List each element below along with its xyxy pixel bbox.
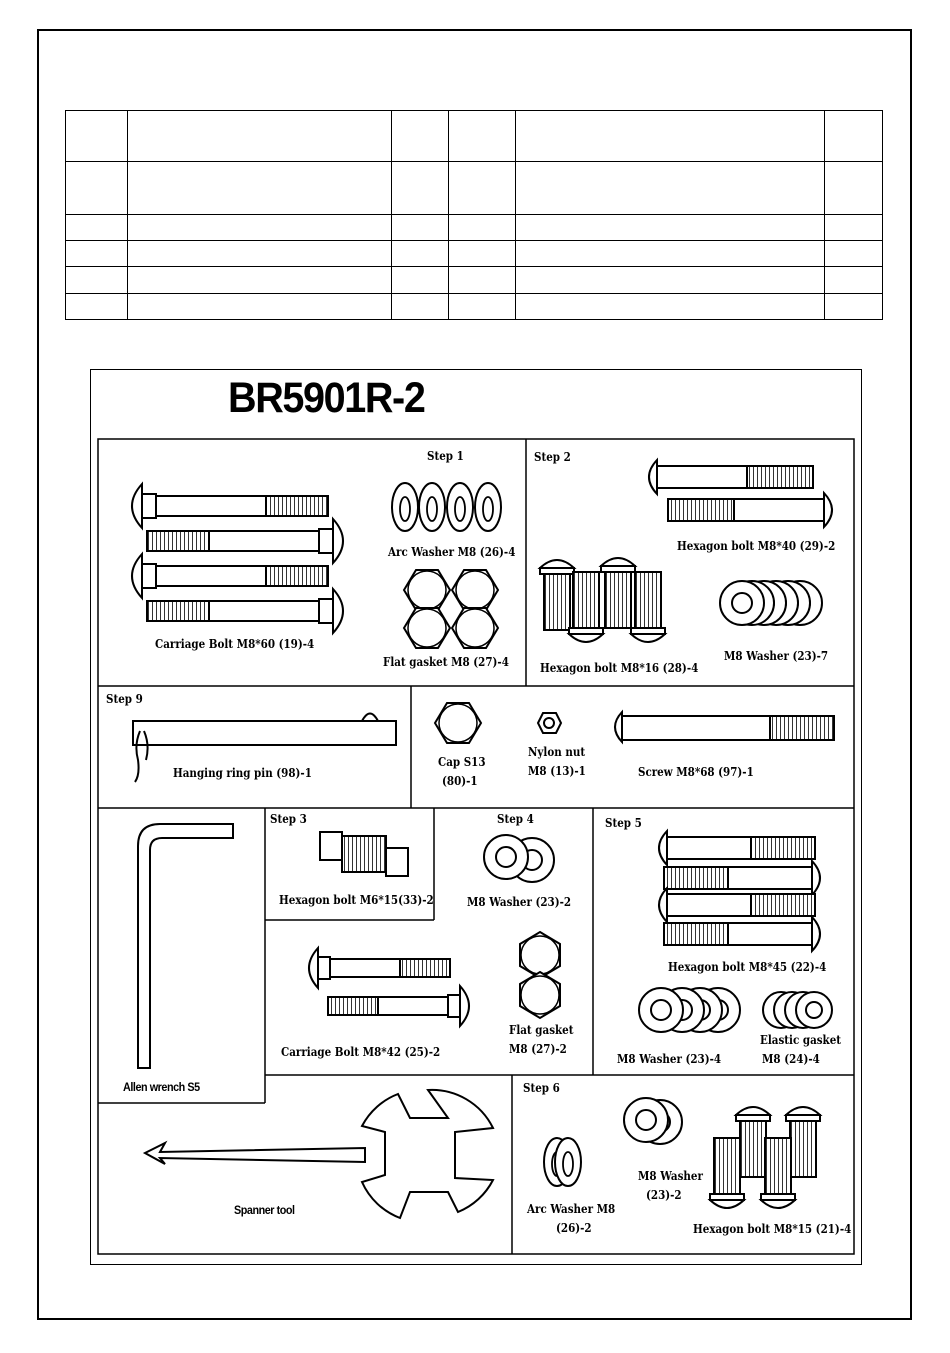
arc-washer-pair-icon — [544, 1138, 581, 1186]
hexagon-bolt-m8x40-icon — [649, 460, 832, 527]
part-label: Elastic gasket — [760, 1033, 842, 1047]
hexagon-bolt-m8x16-icon — [540, 558, 665, 642]
screw-m8x68-icon — [615, 712, 834, 742]
part-label: M8 Washer (23)-7 — [724, 649, 829, 663]
part-label: Nylon nut — [528, 745, 586, 759]
m8-washer-stack-icon — [720, 581, 822, 625]
step-5-label: Step 5 — [605, 816, 642, 830]
elastic-gasket-icon — [763, 992, 832, 1028]
part-label: Cap S13 — [438, 755, 486, 769]
part-label: Arc Washer M8 (26)-4 — [388, 545, 516, 559]
hexagon-bolt-m8x15-icon — [710, 1107, 820, 1208]
part-label: Hanging ring pin (98)-1 — [173, 766, 312, 780]
part-label: Hexagon bolt M8*15 (21)-4 — [693, 1222, 852, 1236]
step-1-label: Step 1 — [427, 449, 464, 463]
spanner-tool-icon — [145, 1090, 493, 1218]
part-label: M8 Washer (23)-4 — [617, 1052, 722, 1066]
m8-washer-pair-icon — [484, 835, 554, 882]
part-label: Flat gasket — [509, 1023, 574, 1037]
step-6-label: Step 6 — [523, 1081, 560, 1095]
m8-washer-s6-icon — [624, 1098, 682, 1144]
part-label: Spanner tool — [234, 1203, 295, 1217]
flat-gasket-hex-icon — [404, 570, 498, 648]
part-label: M8 (13)-1 — [528, 764, 586, 778]
arc-washer-icon — [392, 483, 501, 531]
hexagon-bolt-m6x15-icon — [320, 832, 408, 876]
part-label: Arc Washer M8 — [527, 1202, 616, 1216]
part-label: Hexagon bolt M8*45 (22)-4 — [668, 960, 827, 974]
part-label: Hexagon bolt M6*15(33)-2 — [279, 893, 434, 907]
step-4-label: Step 4 — [497, 812, 534, 826]
part-label: Hexagon bolt M8*40 (29)-2 — [677, 539, 836, 553]
flat-gasket-pair-icon — [520, 932, 560, 1018]
carriage-bolt-m8x42-icon — [309, 948, 469, 1026]
part-label: Carriage Bolt M8*60 (19)-4 — [155, 637, 315, 651]
part-label: M8 (27)-2 — [509, 1042, 567, 1056]
step-2-label: Step 2 — [534, 450, 571, 464]
model-code: BR5901R-2 — [228, 374, 425, 422]
part-label: (23)-2 — [646, 1188, 682, 1202]
allen-wrench-s5-icon — [138, 824, 233, 1068]
hexagon-bolt-m8x45-icon — [659, 831, 820, 951]
carriage-bolt-m8x60-icon — [132, 484, 343, 633]
part-label: M8 (24)-4 — [762, 1052, 820, 1066]
part-label: Flat gasket M8 (27)-4 — [383, 655, 509, 669]
m8-washer-row-icon — [639, 988, 740, 1032]
step-3-label: Step 3 — [270, 812, 307, 826]
part-label: (80)-1 — [442, 774, 478, 788]
cap-s13-icon — [435, 703, 481, 743]
part-label: Hexagon bolt M8*16 (28)-4 — [540, 661, 699, 675]
step-9-label: Step 9 — [106, 692, 143, 706]
part-label: M8 Washer (23)-2 — [467, 895, 572, 909]
part-label: Carriage Bolt M8*42 (25)-2 — [281, 1045, 441, 1059]
part-label: M8 Washer — [638, 1169, 703, 1183]
part-label: (26)-2 — [556, 1221, 592, 1235]
part-label: Allen wrench S5 — [123, 1080, 200, 1094]
part-label: Screw M8*68 (97)-1 — [638, 765, 754, 779]
nylon-nut-icon — [538, 713, 561, 733]
